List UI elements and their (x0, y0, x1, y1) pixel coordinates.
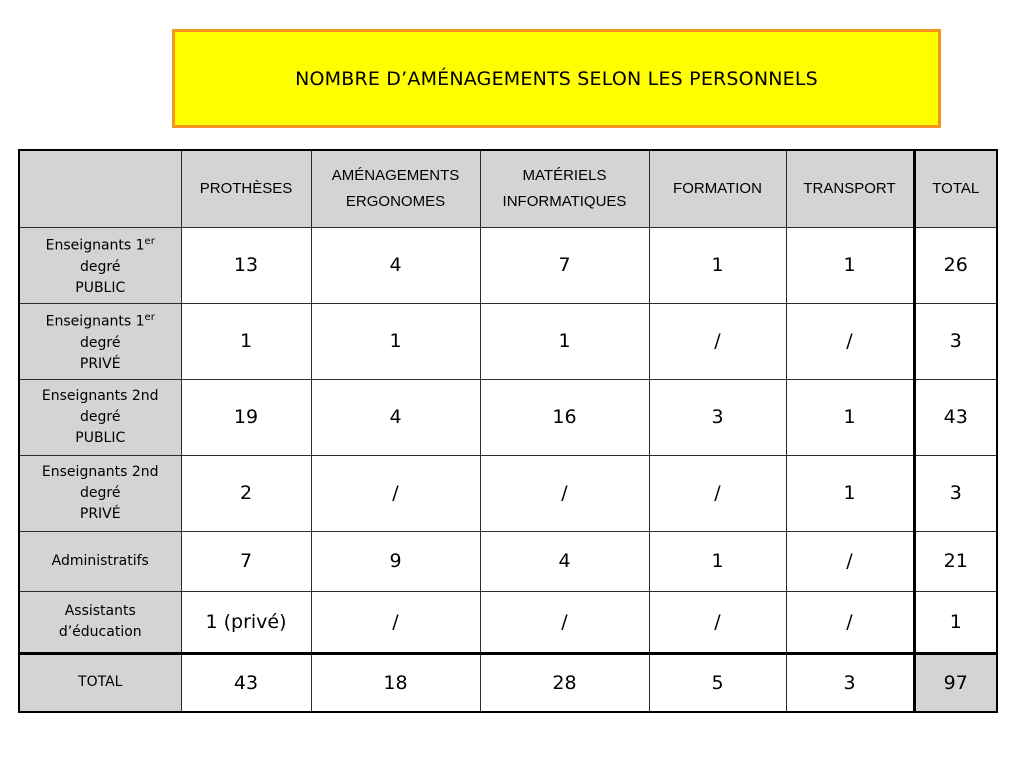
cell-total-value: 43 (181, 653, 311, 712)
page-title: NOMBRE D’AMÉNAGEMENTS SELON LES PERSONNELS (295, 67, 818, 90)
cell-total: 43 (914, 379, 997, 455)
cell-value: / (786, 303, 914, 379)
cell-value: / (786, 531, 914, 591)
row-label-line1: Enseignants 1er (45, 236, 155, 254)
cell-total: 26 (914, 227, 997, 303)
data-table (18, 149, 998, 713)
cell-value: 3 (649, 379, 786, 455)
cell-value: 4 (311, 227, 480, 303)
header-empty-cell (19, 150, 181, 227)
cell-total-value: 3 (786, 653, 914, 712)
cell-value: 4 (311, 379, 480, 455)
cell-value: 1 (649, 531, 786, 591)
row-label-line2: degré (80, 408, 121, 425)
header-amenagements-ergonomes (311, 150, 480, 227)
cell-value: 19 (181, 379, 311, 455)
title-banner (172, 29, 941, 128)
row-label-line2: degré (80, 258, 121, 275)
cell-value: / (649, 455, 786, 531)
header-materiels-line1: MATÉRIELS (522, 166, 607, 184)
header-row (19, 150, 997, 227)
row-label-line3: PUBLIC (75, 429, 126, 446)
cell-total-value: 5 (649, 653, 786, 712)
table-row (19, 227, 997, 303)
cell-total: 1 (914, 591, 997, 653)
header-materiels-informatiques (480, 150, 649, 227)
row-label-line1: Enseignants 2nd (41, 387, 159, 404)
cell-value: 7 (181, 531, 311, 591)
cell-total-value: 28 (480, 653, 649, 712)
cell-value: 1 (786, 455, 914, 531)
cell-value: / (786, 591, 914, 653)
table-row (19, 531, 997, 591)
row-label-ens1-prive (19, 303, 181, 379)
cell-value: 9 (311, 531, 480, 591)
cell-value: 4 (480, 531, 649, 591)
cell-value: 7 (480, 227, 649, 303)
header-total: TOTAL (914, 150, 997, 227)
row-label-total: TOTAL (19, 653, 181, 712)
table-row (19, 455, 997, 531)
cell-value: 1 (privé) (181, 591, 311, 653)
cell-grand-total: 97 (914, 653, 997, 712)
cell-value: 1 (786, 379, 914, 455)
row-label-ens1-public (19, 227, 181, 303)
total-row (19, 653, 997, 712)
row-label-line2: d’éducation (58, 623, 142, 640)
table-row (19, 591, 997, 653)
cell-value: / (480, 591, 649, 653)
header-formation: FORMATION (649, 150, 786, 227)
cell-value: / (480, 455, 649, 531)
row-label-administratifs (19, 531, 181, 591)
row-label-line3: PRIVÉ (79, 505, 121, 522)
row-label-ens2-public (19, 379, 181, 455)
cell-total: 3 (914, 303, 997, 379)
cell-value: 1 (786, 227, 914, 303)
cell-value: / (649, 591, 786, 653)
cell-value: 1 (181, 303, 311, 379)
cell-total: 3 (914, 455, 997, 531)
header-amenagements-line1: AMÉNAGEMENTS (331, 166, 460, 184)
cell-value: 13 (181, 227, 311, 303)
row-label-line3: PUBLIC (75, 279, 126, 296)
cell-value: / (649, 303, 786, 379)
row-label-line2: degré (80, 484, 121, 501)
cell-total-value: 18 (311, 653, 480, 712)
row-label-line1: Enseignants 2nd (41, 463, 159, 480)
cell-value: / (311, 455, 480, 531)
cell-value: 1 (649, 227, 786, 303)
cell-total: 21 (914, 531, 997, 591)
row-label-line1: Enseignants 1er (45, 312, 155, 330)
row-label-line3: PRIVÉ (79, 355, 121, 372)
row-label-line1: Assistants (64, 602, 136, 619)
row-label-ens2-prive (19, 455, 181, 531)
cell-value: / (311, 591, 480, 653)
header-materiels-line2: INFORMATIQUES (502, 192, 627, 210)
row-label-line1: Administratifs (51, 552, 149, 569)
cell-value: 1 (480, 303, 649, 379)
header-amenagements-line2: ERGONOMES (345, 192, 446, 210)
cell-value: 16 (480, 379, 649, 455)
header-transport: TRANSPORT (786, 150, 914, 227)
header-protheses: PROTHÈSES (181, 150, 311, 227)
row-label-line2: degré (80, 334, 121, 351)
row-label-assistants-education (19, 591, 181, 653)
cell-value: 1 (311, 303, 480, 379)
cell-value: 2 (181, 455, 311, 531)
table-row (19, 379, 997, 455)
table-row (19, 303, 997, 379)
